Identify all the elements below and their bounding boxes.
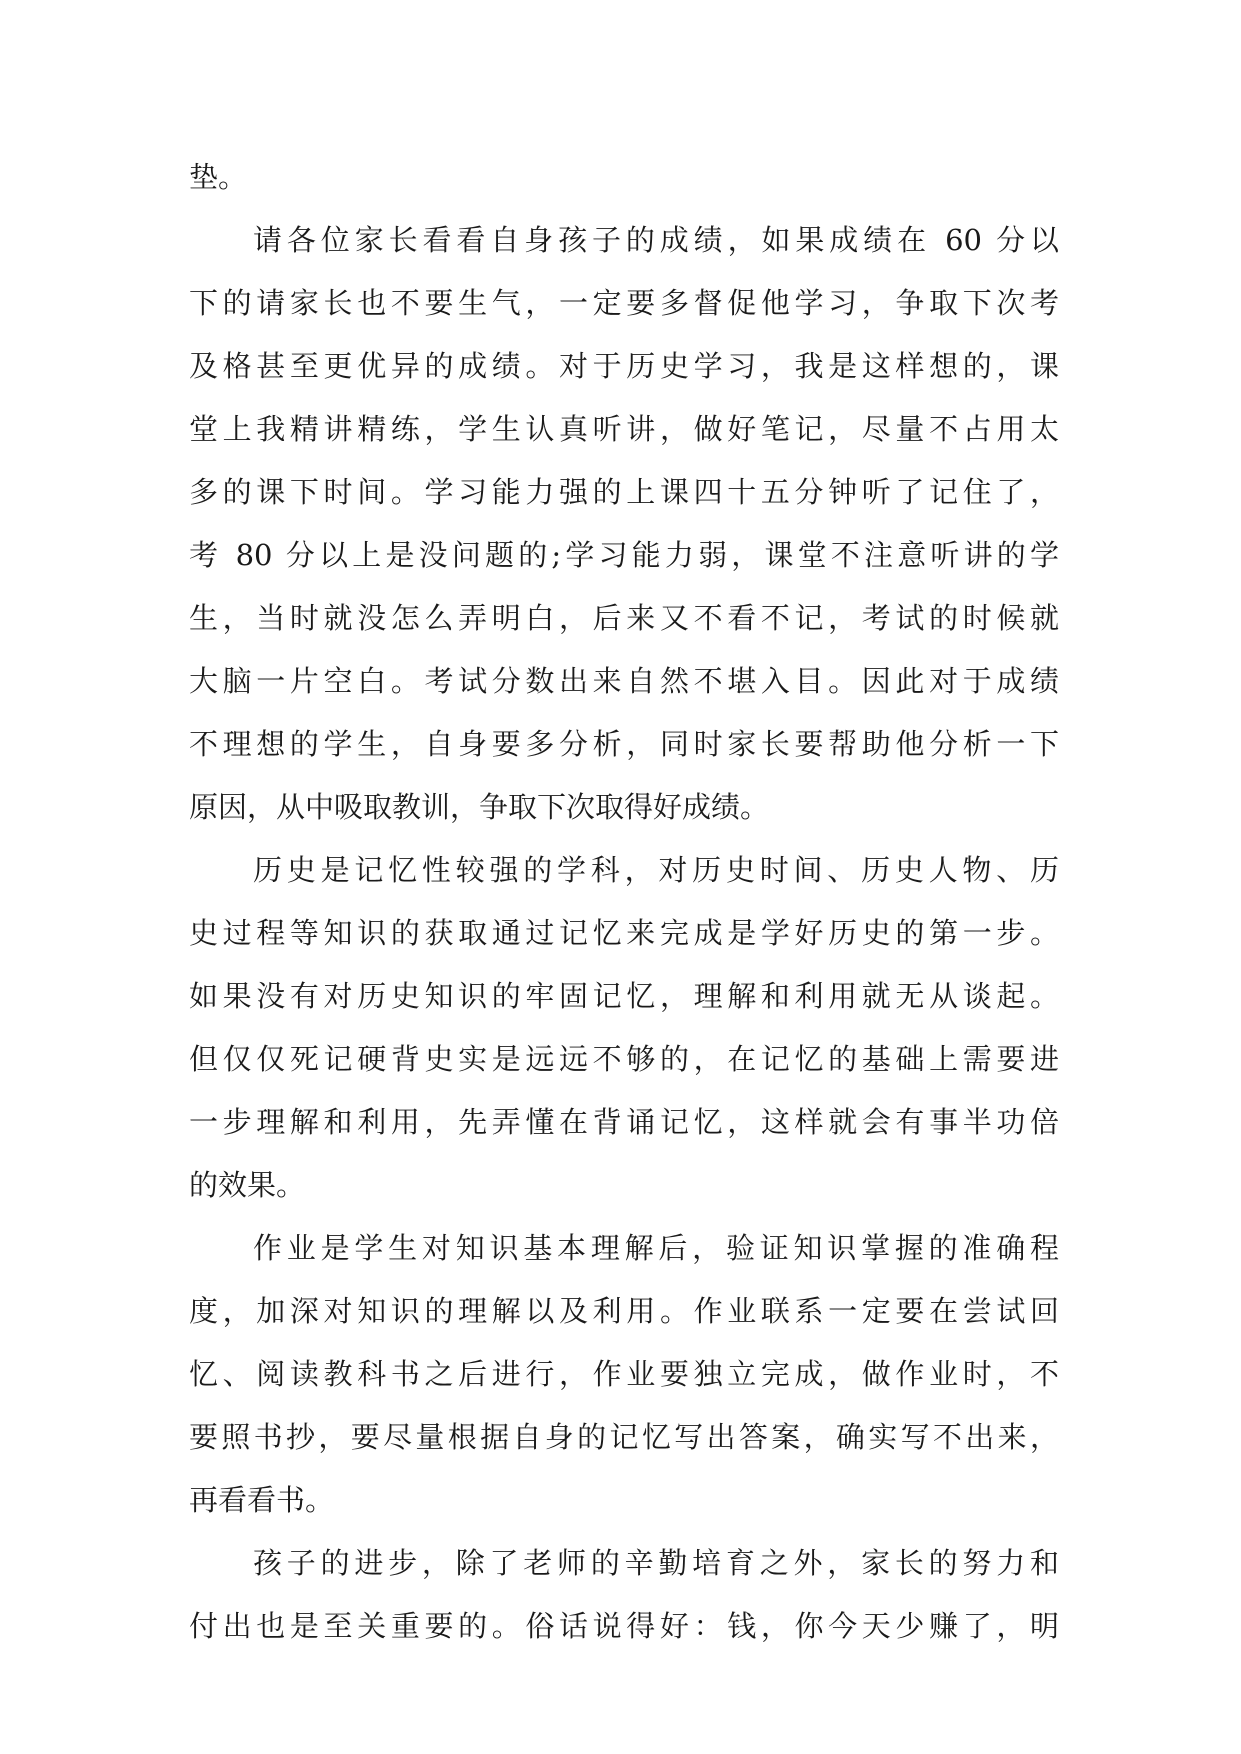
text-line: 但仅仅死记硬背史实是远远不够的，在记忆的基础上需要进 [189,1042,1059,1076]
text-line: 付出也是至关重要的。俗话说得好：钱，你今天少赚了，明 [189,1609,1059,1643]
text-line: 不理想的学生，自身要多分析，同时家长要帮助他分析一下 [189,727,1059,761]
text-line: 史过程等知识的获取通过记忆来完成是学好历史的第一步。 [189,916,1059,950]
text-line: 的效果。 [189,1168,306,1202]
text-line: 垫。 [189,160,248,194]
text-line: 要照书抄，要尽量根据自身的记忆写出答案，确实写不出来， [189,1420,1059,1454]
text-line: 原因，从中吸取教训，争取下次取得好成绩。 [189,790,770,824]
text-line: 大脑一片空白。考试分数出来自然不堪入目。因此对于成绩 [189,664,1059,698]
text-line: 及格甚至更优异的成绩。对于历史学习，我是这样想的，课 [189,349,1059,383]
text-line: 如果没有对历史知识的牢固记忆，理解和利用就无从谈起。 [189,979,1059,1013]
text-line: 考 80 分以上是没问题的;学习能力弱，课堂不注意听讲的学 [189,538,1059,572]
text-line: 多的课下时间。学习能力强的上课四十五分钟听了记住了， [189,475,1059,509]
text-line: 生，当时就没怎么弄明白，后来又不看不记，考试的时候就 [189,601,1059,635]
text-line: 堂上我精讲精练，学生认真听讲，做好笔记，尽量不占用太 [189,412,1059,446]
text-line: 一步理解和利用，先弄懂在背诵记忆，这样就会有事半功倍 [189,1105,1059,1139]
text-line: 请各位家长看看自身孩子的成绩，如果成绩在 60 分以 [253,223,1059,257]
text-line: 历史是记忆性较强的学科，对历史时间、历史人物、历 [253,853,1059,887]
text-line: 忆、阅读教科书之后进行，作业要独立完成，做作业时，不 [189,1357,1059,1391]
text-line: 作业是学生对知识基本理解后，验证知识掌握的准确程 [253,1231,1059,1265]
text-line: 下的请家长也不要生气，一定要多督促他学习，争取下次考 [189,286,1059,320]
text-line: 孩子的进步，除了老师的辛勤培育之外，家长的努力和 [253,1546,1059,1580]
text-line: 再看看书。 [189,1483,335,1517]
text-line: 度，加深对知识的理解以及利用。作业联系一定要在尝试回 [189,1294,1059,1328]
